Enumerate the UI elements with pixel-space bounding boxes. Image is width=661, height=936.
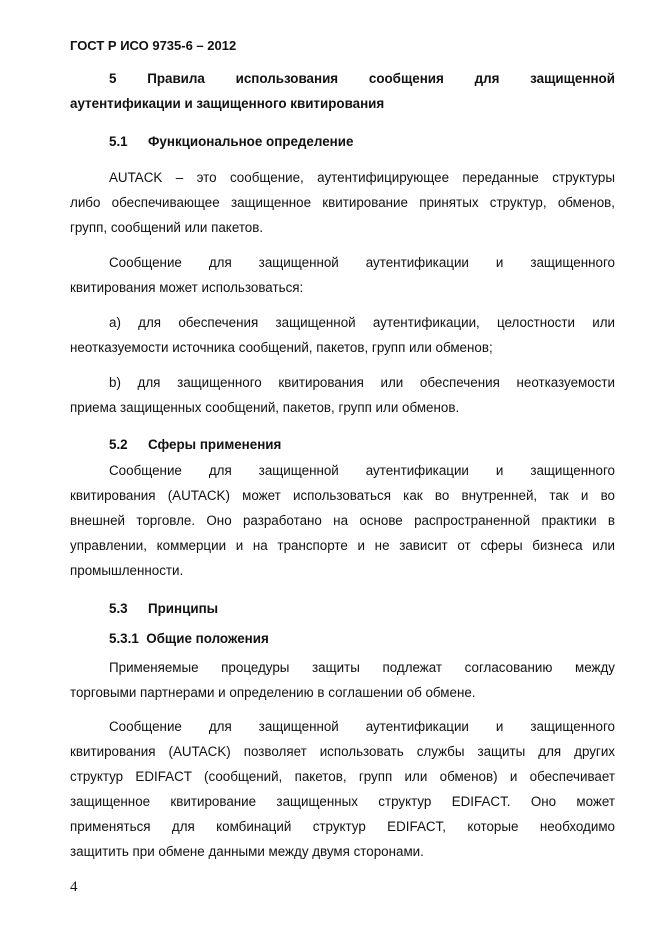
section-5-title-line2: аутентификации и защищенного квитирования [70, 96, 385, 111]
section-5-title-line1: 5 Правила использования сообщения для защищенной [109, 71, 615, 86]
s52-paragraph-1: Сообщение для защищенной аутентификации и защищенного квитирования (AUTACK) может использоваться как во внутренней, так и во внешней торговле. Оно разработано на основе распространенной практики в управлении, коммерции и на транспорте и не зависит от сферы бизнеса или промышленности. [70, 463, 615, 578]
section-5-number: 5 [109, 71, 117, 86]
s53-paragraph-1: Применяемые процедуры защиты подлежат согласованию между торговыми партнерами и определению в соглашении об обмене. [70, 660, 615, 700]
s51-paragraph-1: AUTACK – это сообщение, аутентифицирующее переданные структуры либо обеспечивающее защищенное квитирование принятых структур, обменов, групп, сообщений или пакетов. [70, 170, 615, 235]
s51-paragraph-2: Сообщение для защищенной аутентификации и защищенного квитирования может использоваться: [70, 255, 615, 295]
s51-list-item-a: а) для обеспечения защищенной аутентификации, целостности или неотказуемости источника сообщений, пакетов, групп или обменов; [70, 315, 615, 355]
section-5-2-heading: 5.2 Сферы применения [109, 437, 282, 452]
page-number: 4 [70, 879, 78, 895]
section-5-3-1-heading: 5.3.1 Общие положения [109, 631, 269, 646]
section-5-1-heading: 5.1 Функциональное определение [109, 134, 354, 149]
section-5-3-heading: 5.3 Принципы [109, 601, 219, 616]
s51-list-item-b: b) для защищенного квитирования или обеспечения неотказуемости приема защищенных сообщений, пакетов, групп или обменов. [70, 375, 615, 415]
s53-paragraph-2: Сообщение для защищенной аутентификации и защищенного квитирования (AUTACK) позволяет использовать службы защиты для других структур EDIFACT (сообщений, пакетов, групп или обменов) и обеспечивает защищенное квитирование защищенных структур EDIFACT. Оно может применяться для комбинаций структур EDIFACT, которые необходимо защитить при обмене данными между двумя сторонами. [70, 719, 615, 859]
document-header: ГОСТ Р ИСО 9735-6 – 2012 [70, 38, 237, 53]
